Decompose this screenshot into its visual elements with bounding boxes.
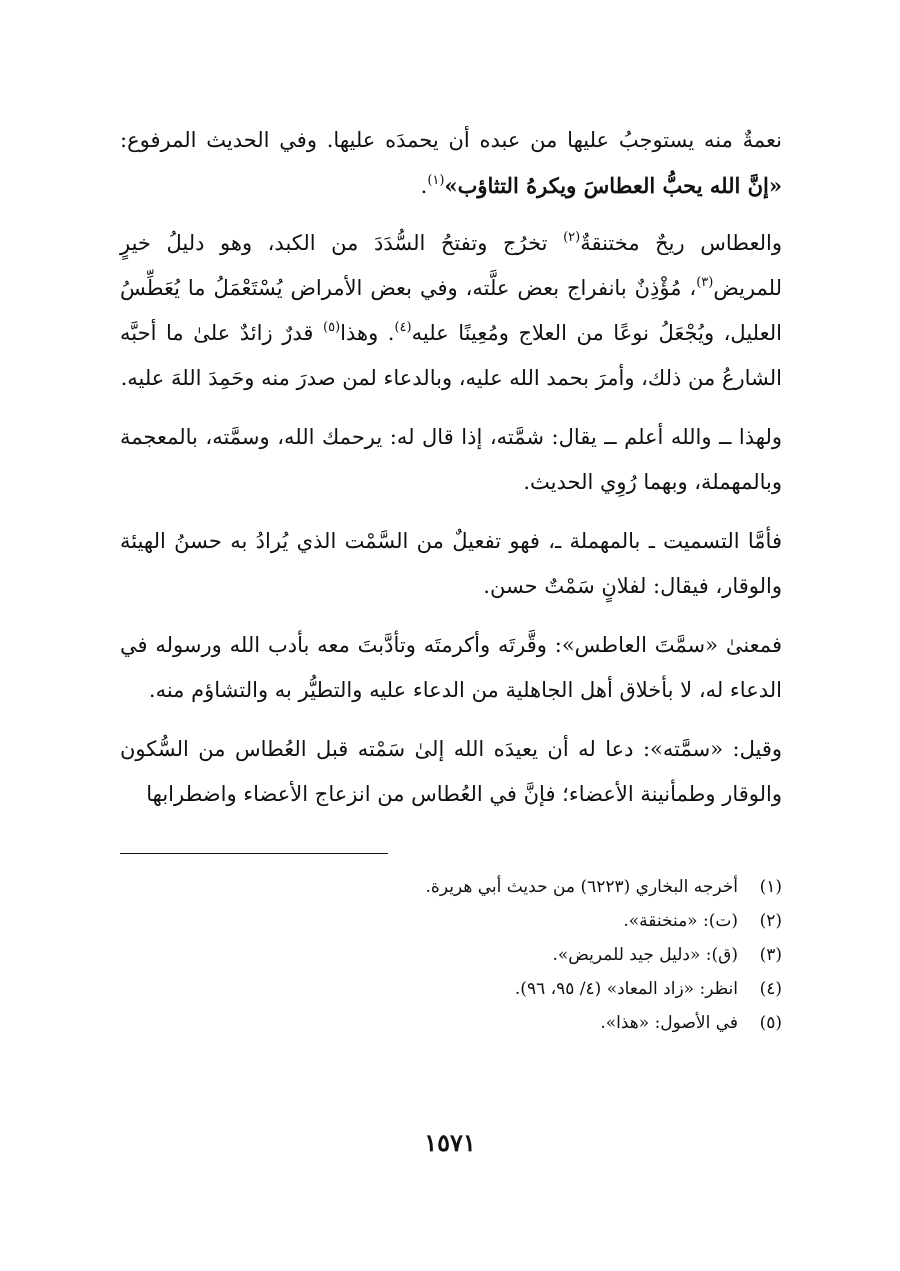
footnote-ref-5: (٥) — [323, 319, 341, 335]
paragraph-2-part-b: تخرُج وتفتحُ السُّدَدَ من الكبد، وهو دليلُ خيرٍ للمريض — [120, 231, 782, 300]
footnote-5 — [120, 1006, 782, 1040]
paragraph-2-part-e: قدرٌ زائدٌ علىٰ ما أحبَّه الشارعُ من ذلك، وأمرَ بحمد الله عليه، وبالدعاء لمن صدرَ منه وحَمِدَ اللهَ عليه. — [120, 321, 782, 390]
footnote-number: (٥) — [759, 1013, 782, 1033]
page-number: ١٥٧١ — [424, 1128, 476, 1157]
footnote-separator — [120, 853, 388, 854]
page-body — [120, 118, 782, 1178]
footnote-ref-2: (٢) — [563, 229, 581, 245]
footnote-number: (١) — [759, 877, 782, 897]
footnote-ref-4: (٤) — [394, 319, 412, 335]
paragraph-2-part-d: . وهذا — [340, 321, 395, 345]
footnote-text: في الأصول: «هذا». — [600, 1013, 738, 1033]
footnote-2 — [120, 904, 782, 938]
footnote-separator-wrap — [120, 831, 782, 854]
paragraph-6: وقيل: «سمَّته»: دعا له أن يعيدَه الله إلىٰ سَمْته قبل العُطاس من السُّكون والوقار وطمأنينة الأعضاء؛ فإنَّ في العُطاس من انزعاج الأعضاء واضطرابها — [120, 737, 782, 806]
footnote-ref-1: (١) — [427, 172, 445, 188]
footnote-text: أخرجه البخاري (٦٢٢٣) من حديث أبي هريرة. — [425, 877, 738, 897]
hadith-quote: «إنَّ الله يحبُّ العطاسَ ويكرهُ التثاؤب» — [444, 173, 782, 198]
footnotes — [120, 870, 782, 1040]
footnote-number: (٤) — [759, 979, 782, 999]
paragraph-1-text: نعمةٌ منه يستوجبُ عليها من عبده أن يحمدَه عليها. وفي الحديث المرفوع: — [120, 128, 782, 152]
footnote-1 — [120, 870, 782, 904]
paragraph-4: فأمَّا التسميت ـ بالمهملة ـ، فهو تفعيلٌ من السَّمْت الذي يُرادُ به حسنُ الهيئة والوقار، فيقال: لفلانٍ سَمْتٌ حسن. — [120, 529, 782, 598]
footnote-number: (٣) — [759, 945, 782, 965]
footnote-ref-3: (٣) — [696, 274, 714, 290]
paragraph-5: فمعنىٰ «سمَّتَ العاطس»: وقَّرتَه وأكرمتَه وتأدَّبتَ معه بأدب الله ورسوله في الدعاء له، لا بأخلاق أهل الجاهلية من الدعاء عليه والتطيُّر به والتشاؤم منه. — [120, 633, 782, 702]
footnote-text: انظر: «زاد المعاد» (٤/ ٩٥، ٩٦). — [514, 979, 738, 999]
paragraph-2-part-c: ، مُؤْذِنٌ بانفراج بعض علَّته، وفي بعض الأمراض يُسْتَعْمَلُ ما يُعَطِّسُ العليل، ويُجْعَلُ نوعًا من العلاج ومُعِينًا عليه — [120, 276, 782, 345]
paragraph-2 — [120, 221, 782, 401]
footnote-number: (٢) — [759, 911, 782, 931]
paragraph-1-end: . — [420, 174, 428, 198]
paragraph-3: ولهذا ــ والله أعلم ــ يقال: شمَّته، إذا قال له: يرحمك الله، وسمَّته، بالمعجمة وبالمهملة، وبهما رُوِي الحديث. — [120, 425, 782, 494]
paragraph-1 — [120, 118, 782, 209]
footnote-text: (ق): «دليل جيد للمريض». — [552, 945, 738, 965]
footnote-text: (ت): «منخنقة». — [623, 911, 738, 931]
footnote-3 — [120, 938, 782, 972]
footnote-4 — [120, 972, 782, 1006]
paragraph-2-part-a: والعطاس ريحٌ مختنقةٌ — [580, 231, 782, 255]
